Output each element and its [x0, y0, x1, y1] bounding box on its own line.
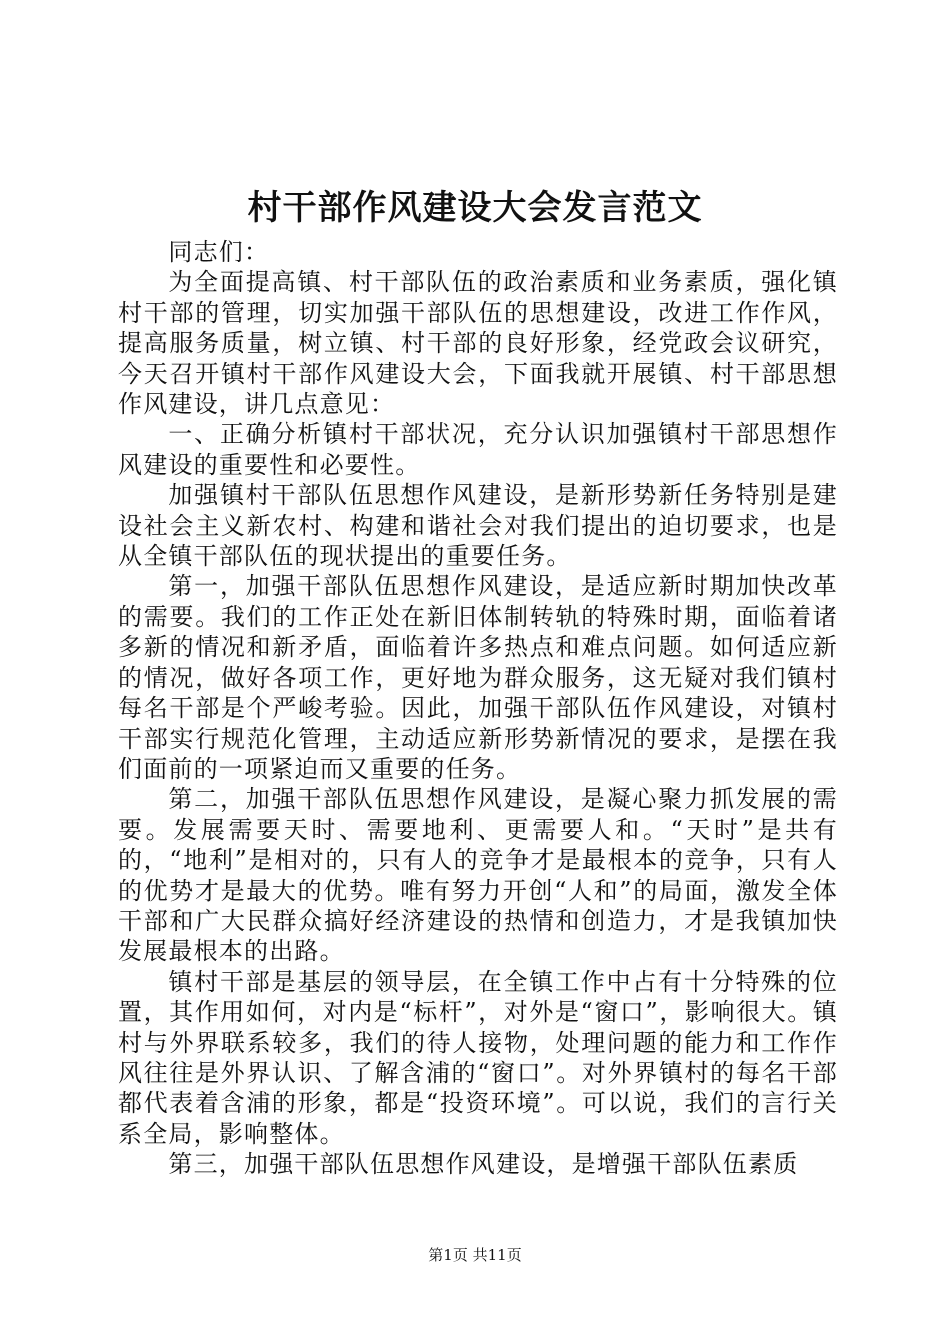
point-three-paragraph: 第三，加强干部队伍思想作风建设，是增强干部队伍素质	[168, 1150, 799, 1179]
body-paragraph: 加强镇村干部队伍思想作风建设，是新形势新任务特别是建设社会主义新农村、构建和谐社会对我们提出的迫切要求，也是从全镇干部队伍的现状提出的重要任务。	[118, 481, 838, 571]
body-paragraph: 镇村干部是基层的领导层，在全镇工作中占有十分特殊的位置，其作用如何，对内是“标杆”，对外是“窗口”，影响很大。镇村与外界联系较多，我们的待人接物，处理问题的能力和工作作风往往是外界认识、了解含浦的“窗口”。对外界镇村的每名干部都代表着含浦的形象，都是“投资环境”。可以说，我们的言行关系全局，影响整体。	[118, 967, 838, 1148]
page-footer: 第1页 共11页	[428, 1246, 522, 1264]
point-one-paragraph: 第一，加强干部队伍思想作风建设，是适应新时期加快改革的需要。我们的工作正处在新旧体制转轨的特殊时期，面临着诸多新的情况和新矛盾，面临着许多热点和难点问题。如何适应新的情况，做好各项工作，更好地为群众服务，这无疑对我们镇村每名干部是个严峻考验。因此，加强干部队伍作风建设，对镇村干部实行规范化管理，主动适应新形势新情况的要求，是摆在我们面前的一项紧迫而又重要的任务。	[118, 572, 838, 783]
document-title: 村干部作风建设大会发言范文	[247, 188, 703, 228]
document-body	[118, 237, 838, 1180]
section-heading-one: 一、正确分析镇村干部状况，充分认识加强镇村干部思想作风建设的重要性和必要性。	[118, 420, 838, 479]
intro-paragraph: 为全面提高镇、村干部队伍的政治素质和业务素质，强化镇村干部的管理，切实加强干部队伍的思想建设，改进工作作风，提高服务质量，树立镇、村干部的良好形象，经党政会议研究，今天召开镇村干部作风建设大会，下面我就开展镇、村干部思想作风建设，讲几点意见：	[118, 268, 838, 419]
point-two-paragraph: 第二，加强干部队伍思想作风建设，是凝心聚力抓发展的需要。发展需要天时、需要地利、更需要人和。“天时”是共有的，“地利”是相对的，只有人的竞争才是最根本的竞争，只有人的优势才是最大的优势。唯有努力开创“人和”的局面，激发全体干部和广大民群众搞好经济建设的热情和创造力，才是我镇加快发展最根本的出路。	[118, 785, 838, 966]
salutation-paragraph: 同志们：	[168, 238, 270, 266]
